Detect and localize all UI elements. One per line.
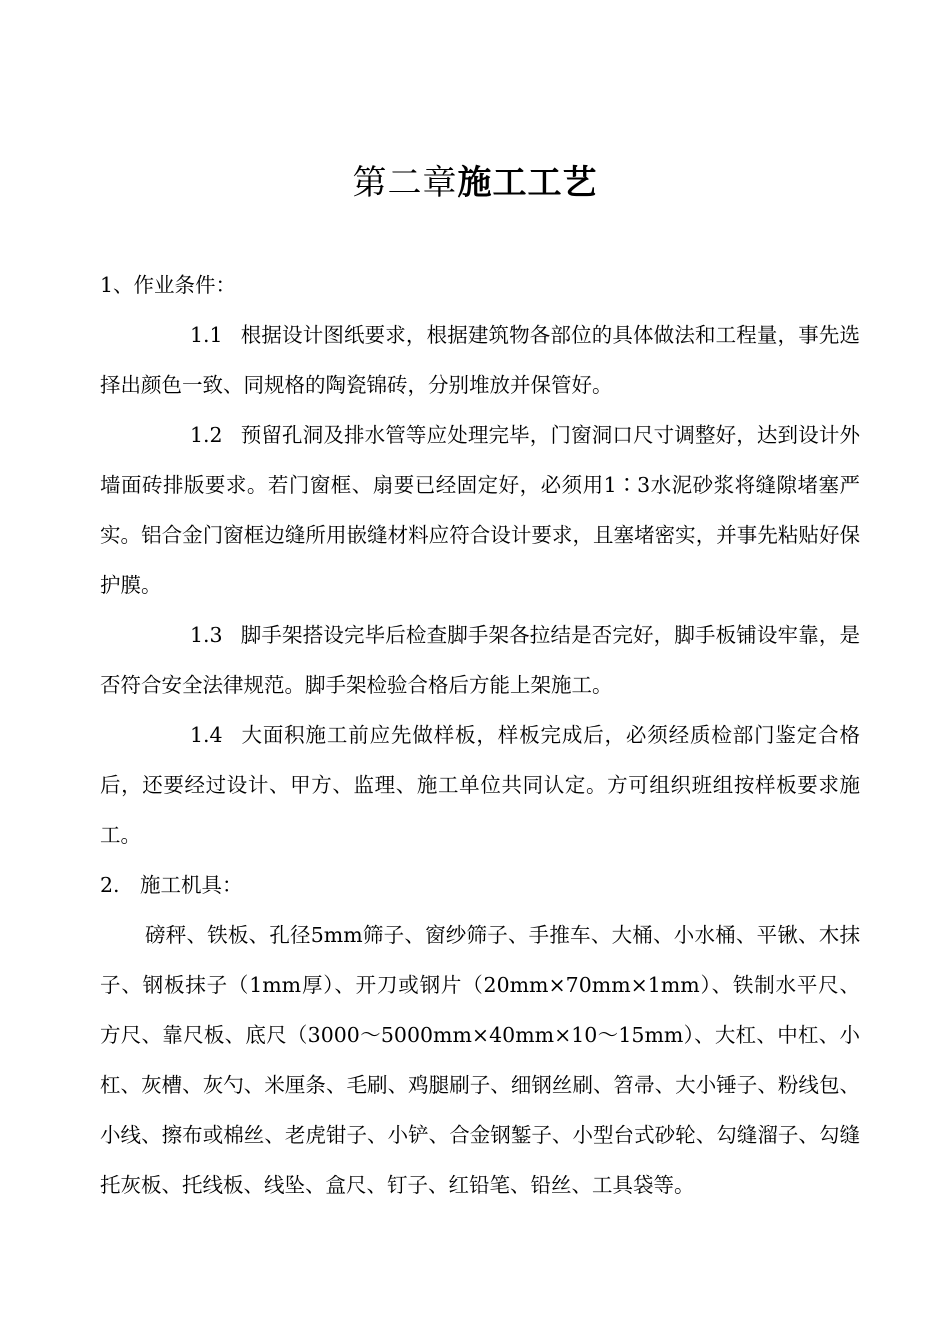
paragraph-1-1 [100, 310, 860, 410]
chapter-title-text: 施工工艺 [457, 163, 598, 203]
paragraph-1-2 [100, 410, 860, 610]
chapter-title-number: 第二章 [352, 163, 458, 203]
paragraph-text: 预留孔洞及排水管等应处理完毕，门窗洞口尺寸调整好，达到设计外墙面砖排版要求。若门窗框、扇要已经固定好，必须用1∶3水泥砂浆将缝隙堵塞严实。铝合金门窗框边缝所用嵌缝材料应符合设计要求，且塞堵密实，并事先粘贴好保护膜。 [100, 423, 860, 597]
paragraph-1-3 [100, 610, 860, 710]
paragraph-number: 1.4 [190, 723, 223, 747]
paragraph-1-4 [100, 710, 860, 860]
paragraph-number: 1.3 [190, 623, 223, 647]
section-heading-conditions: 1、作业条件： [100, 273, 237, 297]
document-body [100, 260, 860, 1210]
paragraph-number: 1.2 [190, 423, 223, 447]
paragraph-text: 根据设计图纸要求，根据建筑物各部位的具体做法和工程量，事先选择出颜色一致、同规格的陶瓷锦砖，分别堆放并保管好。 [100, 323, 860, 397]
section-heading-tools: 2. 施工机具： [100, 873, 243, 897]
paragraph-text: 大面积施工前应先做样板，样板完成后，必须经质检部门鉴定合格后，还要经过设计、甲方、监理、施工单位共同认定。方可组织班组按样板要求施工。 [100, 723, 860, 847]
paragraph-tools-list: 磅秤、铁板、孔径5mm筛子、窗纱筛子、手推车、大桶、小水桶、平锹、木抹子、钢板抹子（1mm厚）、开刀或钢片（20mm×70mm×1mm）、铁制水平尺、方尺、靠尺板、底尺（3000～5000mm×40mm×10～15mm）、大杠、中杠、小杠、灰槽、灰勺、米厘条、毛刷、鸡腿刷子、细钢丝刷、笤帚、大小锤子、粉线包、小线、擦布或棉丝、老虎钳子、小铲、合金钢錾子、小型台式砂轮、勾缝溜子、勾缝托灰板、托线板、线坠、盒尺、钉子、红铅笔、铅丝、工具袋等。 [100, 923, 860, 1197]
paragraph-number: 1.1 [190, 323, 223, 347]
chapter-title [0, 160, 950, 206]
paragraph-text: 脚手架搭设完毕后检查脚手架各拉结是否完好，脚手板铺设牢靠，是否符合安全法律规范。脚手架检验合格后方能上架施工。 [100, 623, 860, 697]
